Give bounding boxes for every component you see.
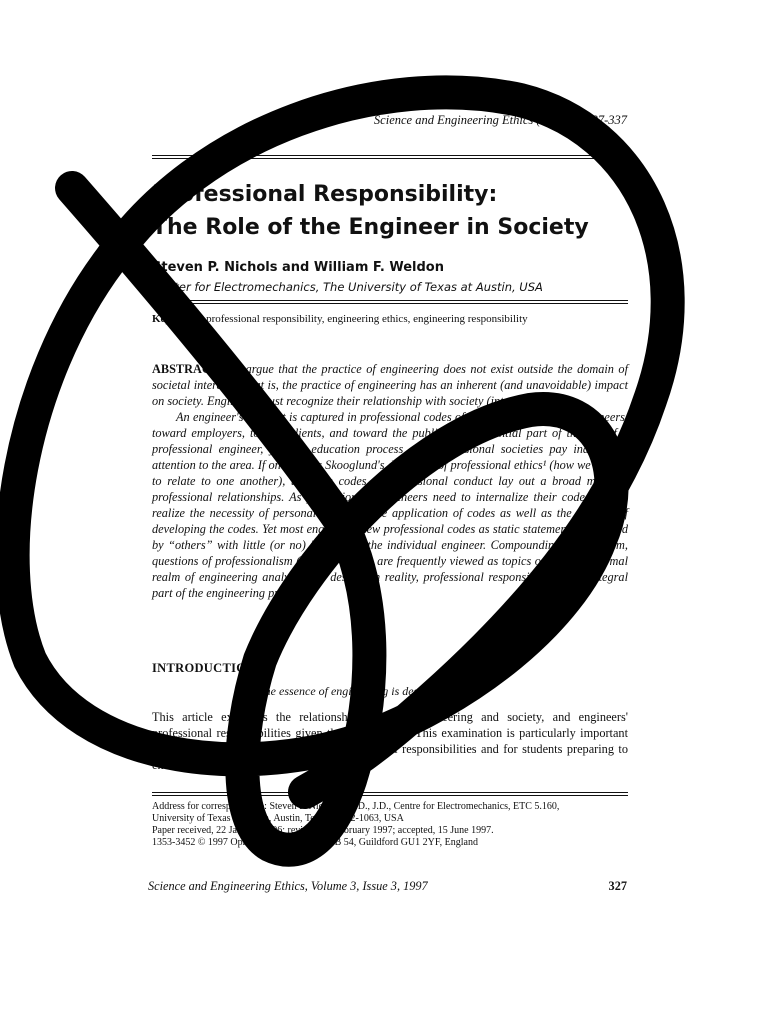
page-number: 327 (608, 879, 627, 893)
abstract (152, 361, 628, 601)
affiliation: Center for Electromechanics, The University of Texas at Austin, USA (152, 280, 543, 294)
title-line-2: The Role of the Engineer in Society (152, 215, 589, 240)
footnote-line-4: 1353-3452 © 1997 Opragen Publications, POB 54, Guildford GU1 2YF, England (152, 837, 478, 848)
journal-reference (374, 113, 627, 128)
epigraph: The essence of engineering is design. — Koen² (258, 684, 483, 698)
introduction-paragraph: This article examines the relationship between engineering and society, and engineers' professional responsibilities given that relationship. This examination is particularly important to engineers in the exercise of their professional responsibilities and for students preparing to enter fields of engineering. (152, 710, 628, 772)
title-line-1: Professional Responsibility: (152, 182, 498, 207)
footer-journal: Science and Engineering Ethics, Volume 3, Issue 3, 1997 (148, 879, 428, 893)
abstract-paragraph-2: An engineer's conduct is captured in professional codes of conduct toward other engineers, toward employers, toward clients, and toward the public is an essential part of the life of a professional engineer, yet the education process and professional societies pay inadequate attention to the area. If one adopts Skooglund's definition of professional ethics¹ (how we choose to relate to one another), then the codes of professional conduct lay out a broad map for professional relationships. As professionals, engineers need to internalize their codes and to realize the necessity of personal choice in the application of codes as well as the process of developing the codes. Yet most engineers view professional codes as static statements developed by “others” with little (or no) input from the individual engineer. Compounding the problem, questions of professionalism (such as ethics) are frequently viewed as topics outside the normal realm of engineering analysis and design. In reality, professional responsibility is an integral part of the engineering process. (152, 410, 628, 600)
journal-name: Science and Engineering Ethics (1997) (373, 113, 573, 127)
header-rule-top (152, 155, 628, 156)
abstract-paragraph-1: We argue that the practice of engineering does not exist outside the domain of societal interests. That is, the practice of engineering has an inherent (and unavoidable) impact on society. Engineers must recognize their relationship with society (inter alia). (152, 362, 628, 408)
keywords-label: Keywords: (152, 313, 204, 325)
keywords-list: professional responsibility, engineering ethics, engineering responsibility (206, 313, 528, 325)
authors: Steven P. Nichols and William F. Weldon (152, 260, 444, 275)
section-heading: INTRODUCTION (152, 661, 256, 675)
footnote-line-1: Address for correspondence: Steven P. Nichols, Ph.D., J.D., Centre for Electromechanics, ETC 5.160, (152, 801, 560, 812)
abstract-label: ABSTRACT: (152, 362, 223, 376)
footnote-rule-bottom (152, 795, 628, 796)
header-rule-bottom (152, 158, 628, 159)
keywords (152, 313, 528, 325)
journal-pages: , 327-337 (579, 113, 627, 127)
article-title (152, 178, 628, 244)
correspondence-footnote (152, 801, 628, 849)
footnote-line-3: Paper received, 22 January 1996; revised, 19 February 1997; accepted, 15 June 1997. (152, 825, 494, 836)
footnote-rule-top (152, 792, 628, 793)
keywords-rule-top (152, 300, 628, 301)
journal-volume: 3 (572, 113, 580, 127)
keywords-rule-bottom (152, 303, 628, 304)
footnote-line-2: University of Texas at Austin, Austin, Texas 78712-1063, USA (152, 813, 404, 824)
